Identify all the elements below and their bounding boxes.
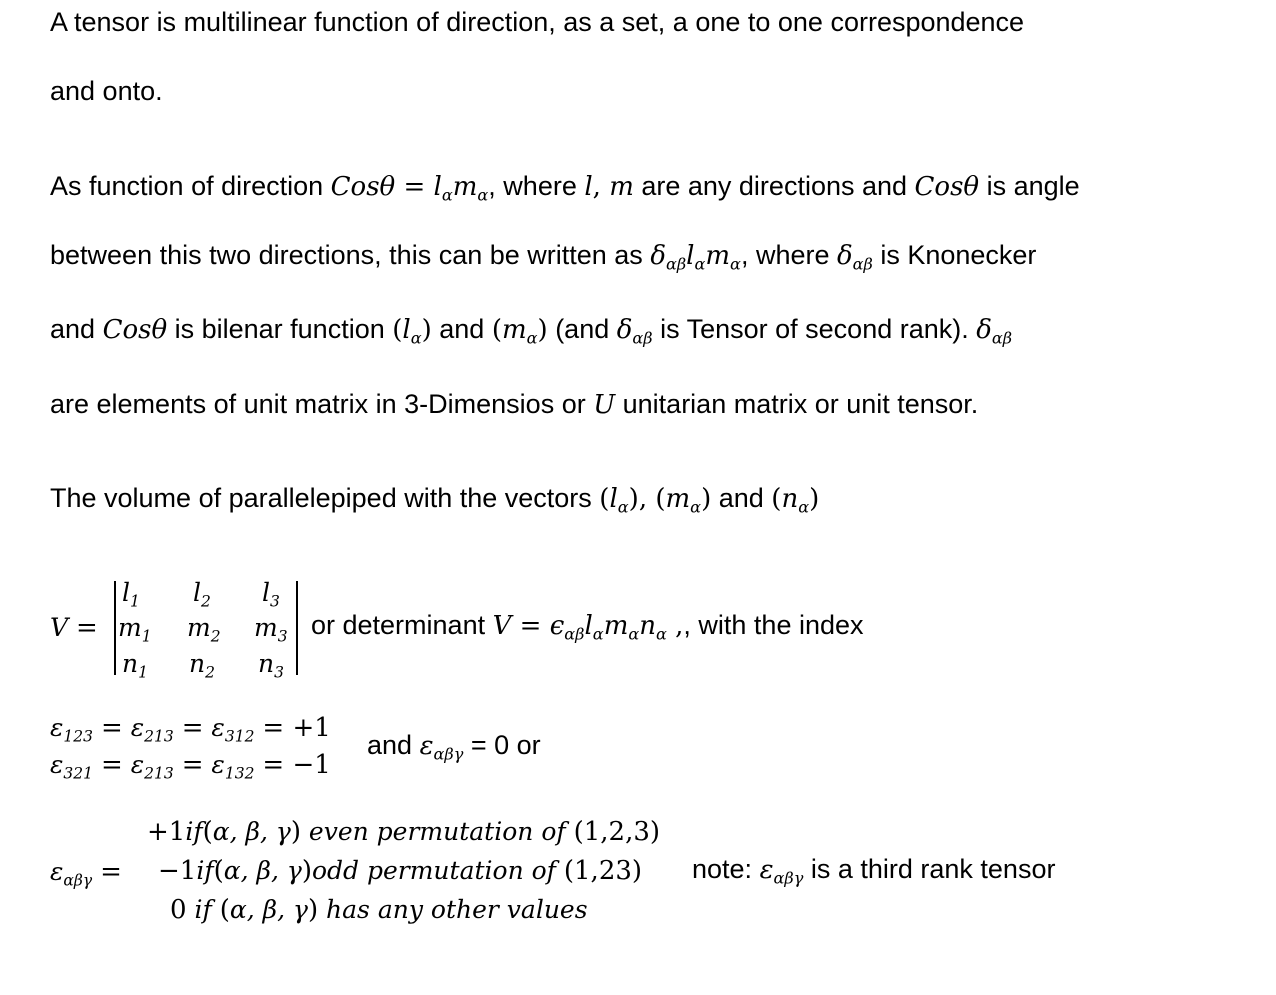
formula-u: U <box>593 390 616 420</box>
text-span: is Tensor of second rank). <box>652 314 977 344</box>
formula-v-epsilon: $V = \epsilon_{\alpha\beta}l_\alpha m_\alpha n_\alpha$ <box>492 611 667 644</box>
text-span: is bilenar function <box>167 314 393 344</box>
formula-n-alpha: $(n_\alpha)$ <box>771 484 820 517</box>
text-span: is a third rank tensor <box>803 854 1056 884</box>
formula-epsilon-abg: $\varepsilon_{\alpha\beta\gamma}$ <box>419 731 464 764</box>
para2-line4 <box>50 391 978 418</box>
formula-l-alpha-m-alpha: $l_\alpha m_\alpha$ <box>433 172 489 205</box>
formula-comma: , <box>638 484 656 514</box>
text-span: and <box>367 730 420 760</box>
text-span: and <box>50 314 103 344</box>
formula-v-equals: V = <box>50 613 98 643</box>
epsilon-row-1: $\varepsilon_{123} = \varepsilon_{213} = \varepsilon_{312} = +1$ <box>50 713 331 746</box>
case-zero: 0 if (α, β, γ) has any other values <box>170 895 588 925</box>
text-span: = 0 or <box>463 730 541 760</box>
text-span: (and <box>547 314 617 344</box>
para3-line <box>50 483 820 517</box>
formula-l-alpha: $(l_\alpha)$ <box>392 315 432 348</box>
matrix-m3: $m_3$ <box>254 613 288 646</box>
matrix-m1: $m_1$ <box>118 613 152 646</box>
text-span: between this two directions, this can be written as <box>50 240 651 270</box>
formula-m-alpha: $(m_\alpha)$ <box>491 315 548 348</box>
matrix-n2: $n_2$ <box>189 649 215 682</box>
matrix-l3: $l_3$ <box>262 578 280 611</box>
text-span: are any directions and <box>633 171 915 201</box>
formula-delta-ab: $\delta_{\alpha\beta}$ <box>976 315 1013 348</box>
formula-equals: = <box>395 172 434 202</box>
formula-l-alpha: $(l_\alpha)$ <box>599 484 639 517</box>
case-minus-one: −1if(α, β, γ)odd permutation of (1,23) <box>158 856 643 886</box>
text-span: note: <box>692 854 760 884</box>
para2-line2 <box>50 240 1037 274</box>
formula-epsilon-lhs: $\varepsilon_{\alpha\beta\gamma}$ = <box>50 857 122 890</box>
matrix-l1: $l_1$ <box>122 578 140 611</box>
formula-delta-ab: $\delta_{\alpha\beta}$ <box>616 315 653 348</box>
formula-m-alpha: $(m_\alpha)$ <box>655 484 712 517</box>
text-span: and <box>431 314 492 344</box>
epsilon-and-text <box>367 730 541 764</box>
text-span: As function of direction <box>50 171 331 201</box>
matrix-n3: $n_3$ <box>258 649 284 682</box>
text-span: , with the index <box>683 610 864 640</box>
formula-comma: , <box>666 611 684 641</box>
para1-line1: A tensor is multilinear function of direction, as a set, a one to one correspondence <box>50 7 1025 37</box>
text-span: are elements of unit matrix in 3-Dimensios or <box>50 389 594 419</box>
text-span: The volume of parallelepiped with the vectors <box>50 483 600 513</box>
cases-note <box>692 854 1056 888</box>
text-span: , where <box>740 240 837 270</box>
text-span: is angle <box>979 171 1080 201</box>
text-span: or determinant <box>311 610 493 640</box>
text-span: is Knonecker <box>872 240 1037 270</box>
formula-l-m: l <box>584 172 593 202</box>
determinant-right-bar <box>296 581 298 675</box>
formula-cos-theta: Cosθ <box>102 315 168 345</box>
epsilon-row-2: $\varepsilon_{321} = \varepsilon_{213} = \varepsilon_{132} = -1$ <box>50 750 331 783</box>
determinant-left-bar <box>114 581 116 675</box>
formula-comma: , <box>592 172 601 202</box>
text-span: and <box>711 483 772 513</box>
matrix-n1: $n_1$ <box>122 649 148 682</box>
para2-line3 <box>50 314 1013 348</box>
matrix-l2: $l_2$ <box>193 578 211 611</box>
formula-delta-l-m: $\delta_{\alpha\beta}l_\alpha m_\alpha$ <box>650 241 741 274</box>
text-span: unitarian matrix or unit tensor. <box>615 389 979 419</box>
text-span: , where <box>488 171 585 201</box>
formula-delta-ab: $\delta_{\alpha\beta}$ <box>836 241 873 274</box>
case-plus-one: +1if(α, β, γ) even permutation of (1,2,3) <box>147 817 661 847</box>
determinant-text <box>311 610 864 644</box>
para1-line2: and onto. <box>50 76 163 106</box>
formula-cos-theta: Cosθ <box>330 172 396 202</box>
formula-cos-theta: Cosθ <box>914 172 980 202</box>
formula-epsilon-abg: $\varepsilon_{\alpha\beta\gamma}$ <box>759 855 804 888</box>
formula-m: m <box>600 172 634 202</box>
matrix-m2: $m_2$ <box>187 613 221 646</box>
para2-line1 <box>50 171 1080 205</box>
